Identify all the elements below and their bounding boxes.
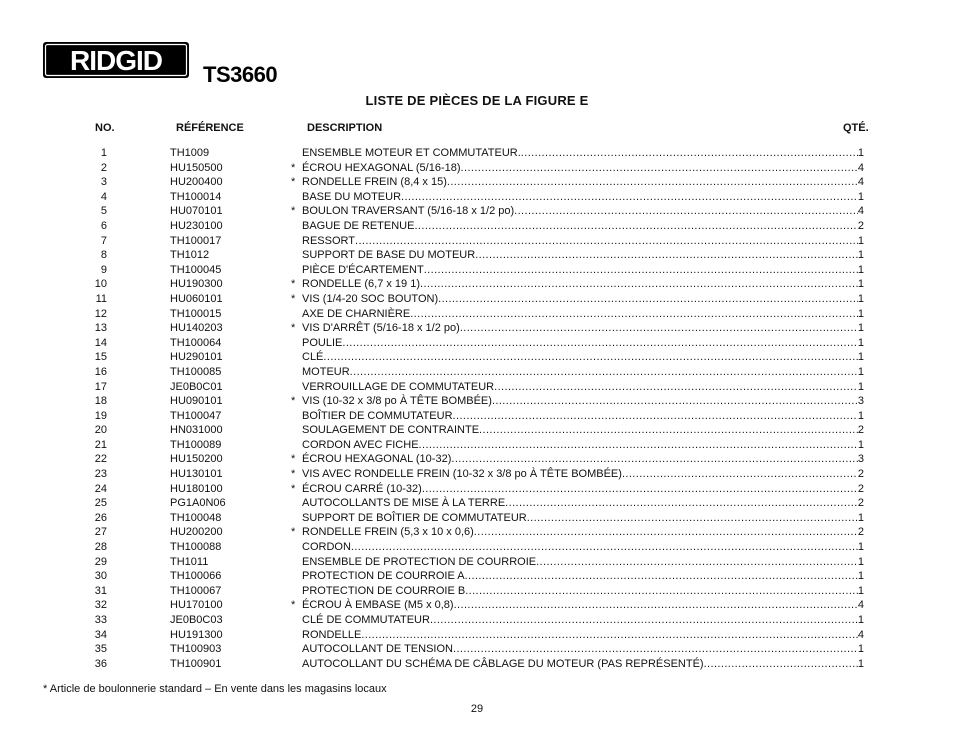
part-reference: JE0B0C03 <box>170 614 223 626</box>
table-row <box>0 628 954 643</box>
dot-leader <box>430 613 858 628</box>
part-number: 22 <box>94 453 107 466</box>
part-description-line <box>302 452 864 467</box>
dot-leader <box>422 482 858 497</box>
part-reference: HU130101 <box>170 468 223 481</box>
dot-leader <box>401 190 858 205</box>
dot-leader <box>351 540 858 555</box>
dot-leader <box>465 584 858 599</box>
part-number: 25 <box>94 497 107 510</box>
part-description: ÉCROU CARRÉ (10-32) <box>302 482 422 495</box>
part-quantity: 1 <box>857 614 864 626</box>
standard-hardware-marker: * <box>291 278 296 291</box>
part-description: AUTOCOLLANT DU SCHÉMA DE CÂBLAGE DU MOTEUR (PAS REPRÉSENTÉ) <box>302 657 704 670</box>
part-description: VERROUILLAGE DE COMMUTATEUR <box>302 380 495 393</box>
dot-leader <box>424 263 858 278</box>
part-description-line <box>302 394 864 409</box>
table-row <box>0 263 954 278</box>
part-reference: TH100066 <box>170 570 222 583</box>
dot-leader <box>460 321 858 336</box>
part-reference: HU200200 <box>170 526 223 539</box>
dot-leader <box>453 409 858 424</box>
table-row <box>0 569 954 584</box>
part-description: ÉCROU HEXAGONAL (10-32) <box>302 453 452 466</box>
table-row <box>0 584 954 599</box>
part-number: 24 <box>94 482 107 495</box>
part-description: PROTECTION DE COURROIE B <box>302 584 466 597</box>
part-number: 10 <box>94 278 107 291</box>
part-quantity: 1 <box>857 278 864 291</box>
column-header-qty: QTÉ. <box>843 122 869 134</box>
brand-wordmark: RIDGID <box>70 45 162 76</box>
part-reference: TH100017 <box>170 234 222 247</box>
dot-leader <box>521 146 858 161</box>
footnote: * Article de boulonnerie standard – En vente dans les magasins locaux <box>43 683 387 695</box>
table-row <box>0 657 954 672</box>
part-description-line <box>302 657 864 672</box>
part-reference: TH1009 <box>170 147 210 159</box>
standard-hardware-marker: * <box>291 482 296 495</box>
part-quantity: 1 <box>857 336 864 349</box>
part-quantity: 1 <box>857 365 864 378</box>
part-quantity: 1 <box>857 351 864 364</box>
dot-leader <box>438 292 858 307</box>
table-row <box>0 540 954 555</box>
part-description: SUPPORT DE BASE DU MOTEUR <box>302 249 476 262</box>
part-number: 17 <box>94 380 107 393</box>
part-description-line <box>302 423 864 438</box>
dot-leader <box>350 365 858 380</box>
standard-hardware-marker: * <box>291 161 296 174</box>
standard-hardware-marker: * <box>291 526 296 539</box>
table-row <box>0 336 954 351</box>
part-number: 13 <box>94 322 107 335</box>
part-reference: TH100064 <box>170 336 222 349</box>
dot-leader <box>474 525 858 540</box>
part-reference: HN031000 <box>170 424 223 437</box>
standard-hardware-marker: * <box>291 322 296 335</box>
part-quantity: 2 <box>857 219 864 232</box>
part-number: 35 <box>94 643 107 656</box>
part-number: 18 <box>94 395 107 408</box>
ridgid-logo <box>43 42 189 78</box>
part-description: BASE DU MOTEUR <box>302 190 402 203</box>
part-number: 4 <box>100 190 107 203</box>
dot-leader <box>419 438 858 453</box>
part-description-line <box>302 438 864 453</box>
part-number: 19 <box>94 409 107 422</box>
table-row <box>0 496 954 511</box>
part-reference: PG1A0N06 <box>170 497 226 510</box>
table-row <box>0 394 954 409</box>
table-row <box>0 613 954 628</box>
part-description-line <box>302 161 864 176</box>
part-number: 15 <box>94 351 107 364</box>
part-description: ÉCROU À EMBASE (M5 x 0,8) <box>302 599 454 612</box>
part-quantity: 4 <box>857 205 864 218</box>
part-description: ÉCROU HEXAGONAL (5/16-18) <box>302 161 461 174</box>
table-row <box>0 307 954 322</box>
part-quantity: 1 <box>857 570 864 583</box>
part-quantity: 1 <box>857 263 864 276</box>
dot-leader <box>479 423 858 438</box>
part-quantity: 1 <box>857 380 864 393</box>
part-reference: HU290101 <box>170 351 223 364</box>
part-quantity: 1 <box>857 643 864 656</box>
dot-leader <box>414 219 857 234</box>
part-description: BAGUE DE RETENUE <box>302 219 415 232</box>
part-description-line <box>302 350 864 365</box>
table-row <box>0 219 954 234</box>
part-quantity: 1 <box>857 409 864 422</box>
dot-leader <box>361 628 858 643</box>
part-quantity: 1 <box>857 249 864 262</box>
table-row <box>0 350 954 365</box>
part-description: ENSEMBLE MOTEUR ET COMMUTATEUR. <box>302 147 521 159</box>
table-row <box>0 204 954 219</box>
table-row <box>0 482 954 497</box>
part-description: VIS D'ARRÊT (5/16-18 x 1/2 po) <box>302 322 460 335</box>
part-quantity: 1 <box>857 555 864 568</box>
table-row <box>0 409 954 424</box>
part-quantity: 3 <box>857 453 864 466</box>
part-description: RONDELLE FREIN (5,3 x 10 x 0,6) <box>302 526 474 539</box>
table-row <box>0 292 954 307</box>
part-number: 31 <box>94 584 107 597</box>
part-description-line <box>302 569 864 584</box>
dot-leader <box>342 336 858 351</box>
table-row <box>0 452 954 467</box>
standard-hardware-marker: * <box>291 468 296 481</box>
part-number: 14 <box>94 336 107 349</box>
part-number: 5 <box>100 205 107 218</box>
dot-leader <box>453 642 858 657</box>
part-quantity: 4 <box>857 628 864 641</box>
part-description-line <box>302 482 864 497</box>
part-description: SOULAGEMENT DE CONTRAINTE <box>302 424 480 437</box>
part-reference: TH100048 <box>170 511 222 524</box>
part-quantity: 1 <box>857 190 864 203</box>
model-number: TS3660 <box>203 62 278 87</box>
table-row <box>0 365 954 380</box>
table-row <box>0 525 954 540</box>
part-description: AUTOCOLLANTS DE MISE À LA TERRE <box>302 497 506 510</box>
part-description-line <box>302 336 864 351</box>
part-description: VIS AVEC RONDELLE FREIN (10-32 x 3/8 po À TÊTE BOMBÉE) <box>302 468 622 481</box>
dot-leader <box>527 511 858 526</box>
part-description: AUTOCOLLANT DE TENSION <box>302 643 453 656</box>
part-reference: HU140203 <box>170 322 223 335</box>
part-description: ENSEMBLE DE PROTECTION DE COURROIE <box>302 555 537 568</box>
part-description-line <box>302 555 864 570</box>
part-number: 32 <box>94 599 107 612</box>
table-row <box>0 438 954 453</box>
part-number: 7 <box>100 234 107 247</box>
dot-leader <box>536 555 858 570</box>
table-row <box>0 423 954 438</box>
part-reference: TH100085 <box>170 365 222 378</box>
part-description: AXE DE CHARNIÈRE <box>302 307 411 320</box>
part-description-line <box>302 219 864 234</box>
dot-leader <box>447 175 858 190</box>
standard-hardware-marker: * <box>291 205 296 218</box>
parts-table <box>0 146 954 671</box>
table-row <box>0 277 954 292</box>
part-number: 33 <box>94 614 107 626</box>
part-description: SUPPORT DE BOÎTIER DE COMMUTATEUR <box>302 511 527 524</box>
part-description-line <box>302 190 864 205</box>
dot-leader <box>475 248 858 263</box>
part-number: 21 <box>94 438 107 451</box>
part-description: VIS (10-32 x 3/8 po À TÊTE BOMBÉE) <box>302 395 492 408</box>
part-reference: TH100903 <box>170 643 222 656</box>
part-reference: TH1012 <box>170 249 210 262</box>
part-description-line <box>302 146 864 161</box>
part-description-line <box>302 380 864 395</box>
part-description-line <box>302 584 864 599</box>
part-description-line <box>302 175 864 190</box>
part-quantity: 2 <box>857 482 864 495</box>
part-reference: HU090101 <box>170 395 223 408</box>
table-row <box>0 248 954 263</box>
part-quantity: 1 <box>857 584 864 597</box>
part-quantity: 2 <box>857 424 864 437</box>
part-description-line <box>302 496 864 511</box>
page-number: 29 <box>470 703 484 715</box>
part-description: BOÎTIER DE COMMUTATEUR <box>302 409 453 422</box>
part-reference: TH100901 <box>170 657 222 670</box>
part-reference: TH100047 <box>170 409 222 422</box>
dot-leader <box>505 496 858 511</box>
part-reference: TH100089 <box>170 438 222 451</box>
table-row <box>0 146 954 161</box>
dot-leader <box>461 161 858 176</box>
dot-leader <box>355 234 858 249</box>
part-number: 1 <box>100 147 107 159</box>
part-description: RONDELLE <box>302 628 362 641</box>
part-reference: JE0B0C01 <box>170 380 223 393</box>
part-quantity: 2 <box>857 497 864 510</box>
standard-hardware-marker: * <box>291 292 296 305</box>
part-description-line <box>302 628 864 643</box>
part-description-line <box>302 467 864 482</box>
part-description: RESSORT <box>302 234 355 247</box>
dot-leader <box>622 467 858 482</box>
part-number: 11 <box>95 292 107 305</box>
table-row <box>0 175 954 190</box>
part-description-line <box>302 277 864 292</box>
column-header-desc: DESCRIPTION <box>307 122 383 134</box>
dot-leader <box>323 350 857 365</box>
standard-hardware-marker: * <box>291 176 296 189</box>
part-number: 30 <box>94 570 107 583</box>
part-description-line <box>302 204 864 219</box>
dot-leader <box>451 452 858 467</box>
part-number: 6 <box>100 219 107 232</box>
part-description-line <box>302 540 864 555</box>
part-description-line <box>302 525 864 540</box>
part-description-line <box>302 365 864 380</box>
part-reference: TH100015 <box>170 307 222 320</box>
part-description: VIS (1/4-20 SOC BOUTON) <box>302 292 439 305</box>
part-number: 3 <box>100 176 107 189</box>
part-number: 34 <box>94 628 107 641</box>
part-reference: HU180100 <box>170 482 223 495</box>
part-reference: TH1011 <box>170 555 209 568</box>
part-reference: TH100014 <box>170 190 222 203</box>
standard-hardware-marker: * <box>291 453 296 466</box>
table-row <box>0 555 954 570</box>
part-reference: HU070101 <box>170 205 223 218</box>
dot-leader <box>492 394 858 409</box>
part-description-line <box>302 613 864 628</box>
part-description-line <box>302 511 864 526</box>
table-row <box>0 380 954 395</box>
part-description-line <box>302 292 864 307</box>
part-description: POULIE <box>302 336 343 349</box>
part-quantity: 1 <box>857 307 864 320</box>
part-quantity: 1 <box>857 438 864 451</box>
dot-leader <box>514 204 858 219</box>
part-quantity: 4 <box>857 176 864 189</box>
part-number: 23 <box>94 468 107 481</box>
part-quantity: 1 <box>857 322 864 335</box>
table-row <box>0 190 954 205</box>
dot-leader <box>420 277 858 292</box>
part-description-line <box>302 307 864 322</box>
part-quantity: 4 <box>857 599 864 612</box>
part-description: MOTEUR <box>302 365 350 378</box>
part-quantity: 1 <box>857 541 864 554</box>
part-description-line <box>302 234 864 249</box>
table-row <box>0 234 954 249</box>
part-quantity: 1 <box>857 147 864 159</box>
part-quantity: 1 <box>857 292 864 305</box>
part-description-line <box>302 642 864 657</box>
part-number: 12 <box>94 307 107 320</box>
dot-leader <box>494 380 858 395</box>
part-description-line <box>302 598 864 613</box>
part-quantity: 1 <box>857 234 864 247</box>
table-row <box>0 642 954 657</box>
part-number: 28 <box>94 541 107 554</box>
table-row <box>0 598 954 613</box>
part-reference: TH100088 <box>170 541 222 554</box>
part-description: CLÉ <box>302 351 324 364</box>
part-description-line <box>302 321 864 336</box>
part-reference: HU170100 <box>170 599 223 612</box>
part-number: 36 <box>94 657 107 670</box>
part-quantity: 2 <box>857 468 864 481</box>
standard-hardware-marker: * <box>291 599 296 612</box>
table-row <box>0 161 954 176</box>
standard-hardware-marker: * <box>291 395 296 408</box>
part-number: 29 <box>94 555 107 568</box>
part-description: PROTECTION DE COURROIE A <box>302 570 465 583</box>
part-description: CLÉ DE COMMUTATEUR <box>302 614 430 626</box>
part-quantity: 3 <box>857 395 864 408</box>
part-reference: HU191300 <box>170 628 223 641</box>
table-row <box>0 511 954 526</box>
part-number: 27 <box>94 526 107 539</box>
part-number: 9 <box>100 263 107 276</box>
table-row <box>0 321 954 336</box>
part-description: CORDON AVEC FICHE <box>302 438 419 451</box>
column-header-no: NO. <box>95 122 115 134</box>
part-reference: HU060101 <box>170 292 223 305</box>
part-description: PIÈCE D'ÉCARTEMENT <box>302 263 424 276</box>
part-reference: HU150200 <box>170 453 223 466</box>
part-description-line <box>302 263 864 278</box>
column-header-ref: RÉFÉRENCE <box>176 122 244 134</box>
part-description-line <box>302 248 864 263</box>
part-quantity: 1 <box>857 657 864 670</box>
part-number: 26 <box>94 511 107 524</box>
table-row <box>0 467 954 482</box>
part-quantity: 4 <box>857 161 864 174</box>
part-number: 16 <box>94 365 107 378</box>
part-quantity: 1 <box>857 511 864 524</box>
part-reference: HU200400 <box>170 176 223 189</box>
part-description: RONDELLE FREIN (8,4 x 15) <box>302 176 447 189</box>
part-number: 8 <box>100 249 107 262</box>
part-number: 2 <box>100 161 107 174</box>
part-reference: HU190300 <box>170 278 223 291</box>
part-description: CORDON <box>302 541 351 554</box>
part-description: RONDELLE (6,7 x 19 1) <box>302 278 420 291</box>
part-reference: TH100067 <box>170 584 222 597</box>
part-reference: TH100045 <box>170 263 222 276</box>
dot-leader <box>454 598 858 613</box>
part-reference: HU230100 <box>170 219 223 232</box>
dot-leader <box>704 657 858 672</box>
part-quantity: 2 <box>857 526 864 539</box>
part-description-line <box>302 409 864 424</box>
page-title: LISTE DE PIÈCES DE LA FIGURE E <box>365 93 589 108</box>
dot-leader <box>410 307 858 322</box>
dot-leader <box>465 569 858 584</box>
part-reference: HU150500 <box>170 161 223 174</box>
part-number: 20 <box>94 424 107 437</box>
part-description: BOULON TRAVERSANT (5/16-18 x 1/2 po) <box>302 205 515 218</box>
